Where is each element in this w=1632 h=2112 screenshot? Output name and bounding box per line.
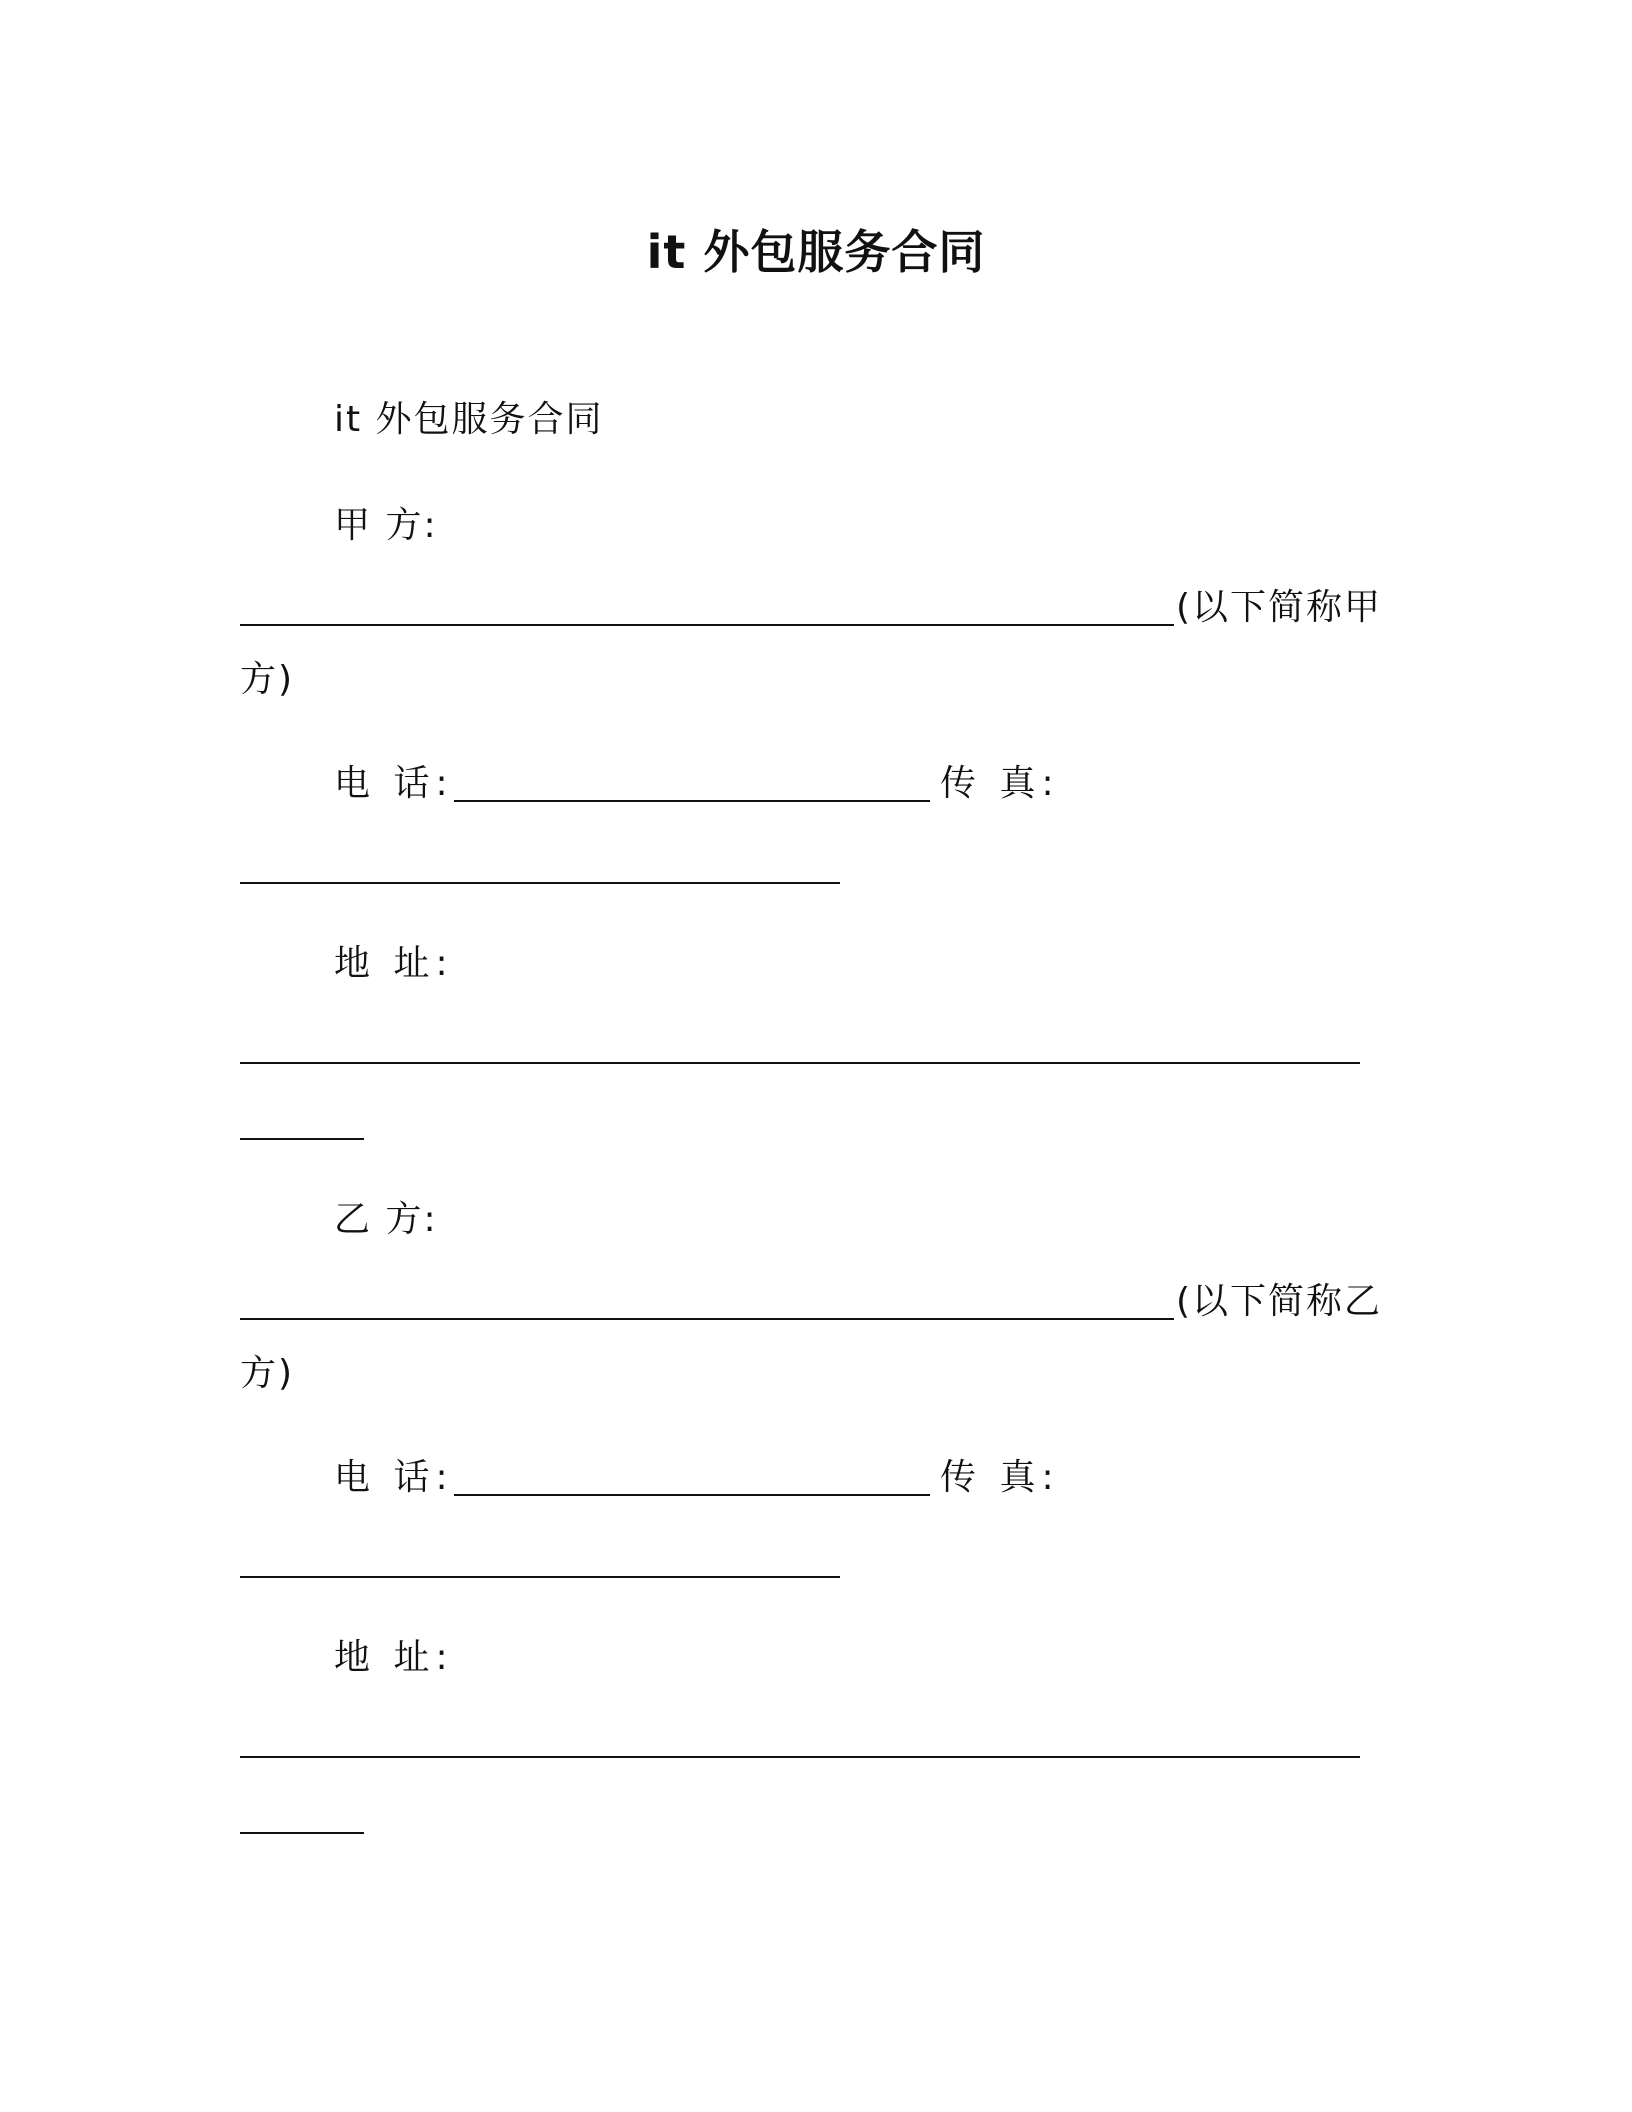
party-a-label: 甲 方: xyxy=(334,505,438,546)
party-a-address-label: 地 址: xyxy=(334,943,454,984)
party-b-fax-blank[interactable] xyxy=(240,1576,840,1578)
party-b-phone-blank[interactable] xyxy=(454,1494,930,1496)
document-title: it 外包服务合同 xyxy=(646,225,986,279)
party-a-fax-blank[interactable] xyxy=(240,882,840,884)
party-a-address-blank-line2[interactable] xyxy=(240,1138,364,1140)
document-subtitle: it 外包服务合同 xyxy=(334,399,604,440)
party-b-fax-label: 传 真: xyxy=(940,1457,1060,1498)
party-a-phone-blank[interactable] xyxy=(454,800,930,802)
party-a-suffix-wrap: 方) xyxy=(240,659,295,700)
party-a-fax-label: 传 真: xyxy=(940,763,1060,804)
party-a-suffix: (以下简称甲 xyxy=(1176,587,1383,628)
party-b-suffix: (以下简称乙 xyxy=(1176,1281,1383,1322)
party-a-address-blank-line1[interactable] xyxy=(240,1062,1360,1064)
party-b-address-label: 地 址: xyxy=(334,1637,454,1678)
party-b-phone-label: 电 话: xyxy=(334,1457,454,1498)
party-b-label: 乙 方: xyxy=(334,1199,438,1240)
party-b-address-blank-line1[interactable] xyxy=(240,1756,1360,1758)
party-a-name-blank[interactable] xyxy=(240,624,1174,626)
party-a-phone-label: 电 话: xyxy=(334,763,454,804)
party-b-address-blank-line2[interactable] xyxy=(240,1832,364,1834)
party-b-suffix-wrap: 方) xyxy=(240,1353,295,1394)
party-b-name-blank[interactable] xyxy=(240,1318,1174,1320)
